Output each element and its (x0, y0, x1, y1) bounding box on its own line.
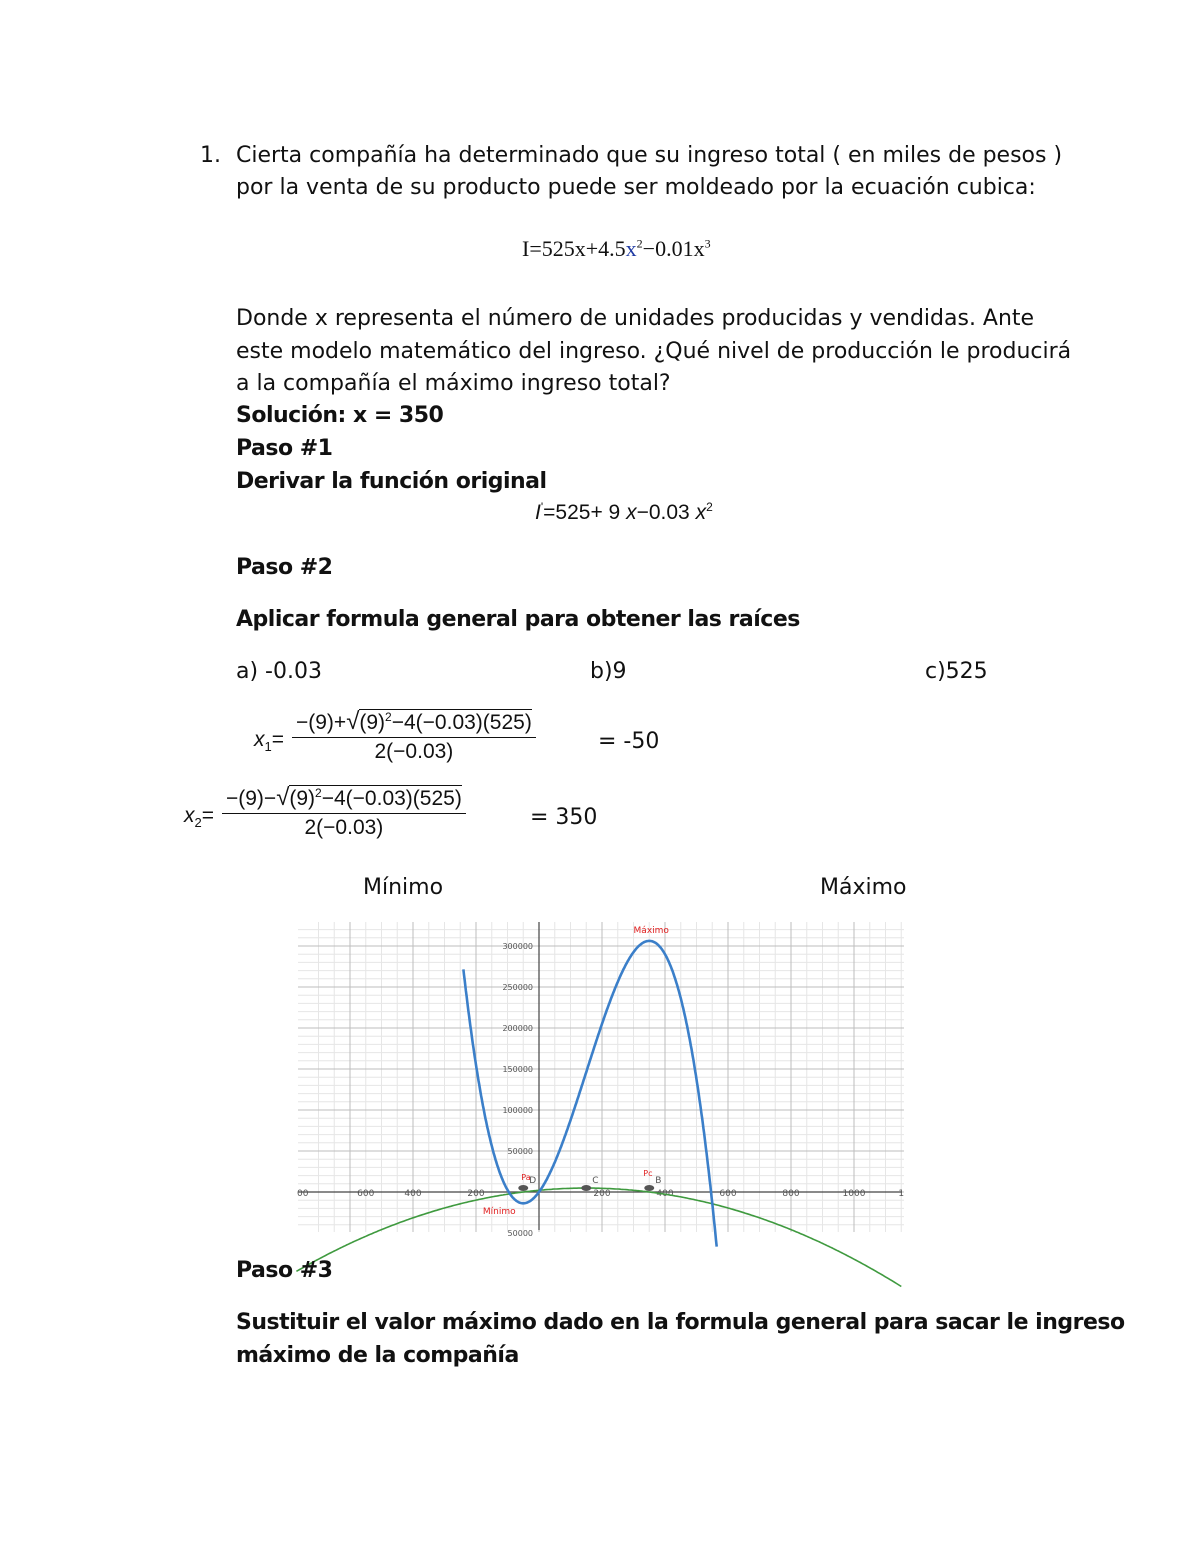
problem-line-2: por la venta de su producto puede ser moldeado por la ecuación cubica: (236, 175, 1036, 200)
x-tick-label: 200 (467, 1189, 485, 1199)
coefficient-c: c)525 (925, 659, 988, 684)
x-tick-label: 00 (297, 1189, 309, 1199)
maximum-label: Máximo (820, 875, 907, 900)
x1-var: x (254, 728, 265, 751)
x2-radicand (289, 785, 461, 810)
x2-fraction (222, 784, 466, 840)
derivative-curve (296, 1188, 901, 1286)
x2-equals: = (201, 804, 214, 827)
graph-point (644, 1185, 654, 1191)
x-tick-label: 600 (719, 1189, 737, 1199)
x1-radicand-c: −4(−0.03)(525) (391, 711, 532, 734)
point-label: B (655, 1176, 662, 1186)
paragraph-line-3: a la compañía el máximo ingreso total? (236, 371, 671, 396)
x-tick-label: 400 (656, 1189, 674, 1199)
minimum-label: Mínimo (363, 875, 444, 900)
y-tick-label: 200000 (502, 1024, 533, 1033)
function-graph (297, 922, 905, 1238)
y-tick-label: 150000 (502, 1065, 533, 1074)
maximo-annotation: Máximo (633, 926, 669, 936)
x1-radicand-exp: 2 (385, 710, 392, 724)
step-1-title: Paso #1 (236, 436, 333, 461)
x1-subscript: 1 (264, 739, 272, 755)
eq-exp-2: 2 (636, 236, 643, 251)
deriv-var-2: x (695, 501, 707, 524)
y-tick-label: 50000 (507, 1229, 533, 1238)
eq-term-2-var: x (625, 236, 637, 261)
red-point-label: Pa (521, 1173, 531, 1182)
sqrt-icon: √ (276, 784, 290, 811)
step-1-description: Derivar la función original (236, 469, 547, 494)
x1-radicand (359, 709, 531, 734)
x2-subscript: 2 (194, 815, 202, 831)
deriv-var-1: x (626, 501, 637, 524)
x-tick-label: 1000 (842, 1189, 866, 1199)
graph-point (518, 1185, 528, 1191)
graph-point (581, 1185, 591, 1191)
x2-label (184, 804, 214, 830)
step-2-title: Paso #2 (236, 555, 333, 580)
eq-minus: − (642, 236, 656, 261)
eq-sign: = (529, 236, 542, 261)
derivative-equation (535, 500, 713, 525)
x-tick-label: 1 (898, 1189, 905, 1199)
x1-equals: = (271, 728, 284, 751)
eq-lhs: I (522, 236, 530, 261)
x1-numerator (292, 708, 536, 738)
paragraph-line-2: este modelo matemático del ingreso. ¿Qué nivel de producción le producirá (236, 339, 1072, 364)
eq-exp-3: 3 (704, 236, 711, 251)
deriv-lhs: I (535, 501, 541, 524)
y-tick-label: 250000 (502, 983, 533, 992)
x1-radicand-b: (9) (359, 711, 386, 734)
x-tick-label: 200 (593, 1189, 611, 1199)
eq-term-1: 525x (541, 236, 586, 261)
revenue-equation (522, 236, 711, 262)
y-tick-label: 50000 (507, 1147, 533, 1156)
x-tick-label: 600 (357, 1189, 375, 1199)
red-point-label: Pc (643, 1169, 653, 1178)
x2-radicand-c: −4(−0.03)(525) (321, 787, 462, 810)
x2-radicand-exp: 2 (315, 786, 322, 800)
x2-numerator (222, 784, 466, 814)
x1-denominator: 2(−0.03) (374, 740, 454, 763)
step-2-description: Aplicar formula general para obtener las raíces (236, 607, 800, 632)
x2-result: = 350 (530, 805, 598, 830)
problem-line-1: Cierta compañía ha determinado que su ingreso total ( en miles de pesos ) (236, 143, 1063, 168)
x-tick-label: 400 (404, 1189, 422, 1199)
coefficient-a: a) -0.03 (236, 659, 322, 684)
paragraph-line-1: Donde x representa el número de unidades producidas y vendidas. Ante (236, 306, 1035, 331)
x2-denominator: 2(−0.03) (304, 816, 384, 839)
x1-label (254, 728, 284, 754)
step-3-title: Paso #3 (236, 1258, 333, 1283)
point-label: D (529, 1176, 537, 1186)
eq-term-3: 0.01x (655, 236, 705, 261)
solution-label: Solución: x = 350 (236, 403, 444, 428)
deriv-prime: ' (540, 500, 544, 514)
deriv-constant: =525+ 9 (543, 501, 621, 524)
x2-num-prefix: −(9)− (226, 787, 277, 810)
x1-result: = -50 (598, 729, 660, 754)
point-label: C (592, 1176, 599, 1186)
deriv-minus-term: −0.03 (636, 501, 690, 524)
step-3-description-line-2: máximo de la compañía (236, 1343, 519, 1368)
x1-num-prefix: −(9)+ (296, 711, 347, 734)
y-tick-label: 100000 (502, 1106, 533, 1115)
graph-grid-minor (298, 922, 904, 1232)
coefficient-b: b)9 (590, 659, 627, 684)
graph-tick-labels (297, 942, 904, 1238)
x-tick-label: 800 (782, 1189, 800, 1199)
eq-plus: + (585, 236, 599, 261)
problem-number: 1. (200, 143, 221, 168)
y-tick-label: 300000 (502, 942, 533, 951)
deriv-exp: 2 (706, 500, 713, 514)
x1-fraction (292, 708, 536, 764)
sqrt-icon: √ (346, 708, 360, 735)
minimo-annotation: Mínimo (482, 1207, 516, 1217)
eq-term-2-coef: 4.5 (598, 236, 626, 261)
x2-radicand-b: (9) (289, 787, 316, 810)
step-3-description-line-1: Sustituir el valor máximo dado en la formula general para sacar le ingreso (236, 1310, 1125, 1335)
x2-var: x (184, 804, 195, 827)
